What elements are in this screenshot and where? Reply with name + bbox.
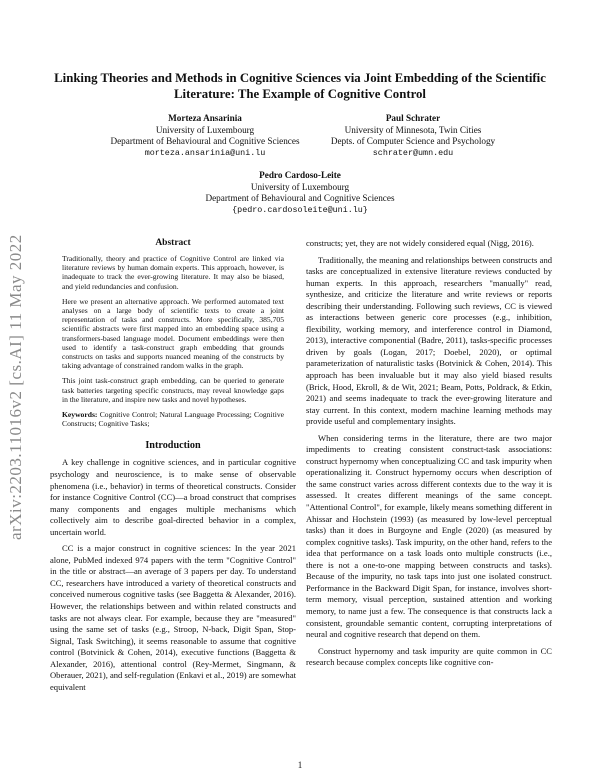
author-department: Department of Behavioural and Cognitive Sciences (205, 193, 395, 204)
author-name: Paul Schrater (385, 113, 441, 123)
author-affiliation: University of Luxembourg (155, 124, 255, 135)
body-paragraph: Traditionally, the meaning and relationships between constructs and tasks are conceptualized in extensive literature reviews conducted by human experts. In this approach, researchers "manually" read, synthesize, and criticize the literature and write reviews or reports describing their understanding. Following such reviews, CC is viewed as interactions between generic core processes (e.g., inhibition, flexibility, working memory, and interference control in Diamond, 2013), interactive componential (Badre, 2011), tasks-specific processes driven by goals (Logan, 2017; Doebel, 2020), or optimal parameterization of naturalistic tasks (Botvinick & Cohen, 2014). This approach has been invaluable but it may also yield biased results (Brick, Hood, Ekroll, & de Wit, 2021; Beam, Potts, Poldrack, & Etkin, 2021) and seems inadequate to track the ever-growing literature and stay current. In this context, modern machine learning methods may provide useful and complementary insights. (306, 254, 552, 427)
abstract-paragraph: This joint task-construct graph embedding, can be queried to generate task batteries targeting specific constructs, may reveal knowledge gaps in the literature, and inspire new tasks and novel hypotheses. (62, 376, 284, 404)
abstract-heading: Abstract (155, 238, 191, 248)
abstract-paragraph: Traditionally, theory and practice of Cognitive Control are linked via literature reviews by human domain experts. This approach, however, is inadequate to track the ever-growing literature. It may also be biased, and yield redundancies and confusion. (62, 254, 284, 291)
keywords (62, 410, 284, 428)
author-affiliation: University of Minnesota, Twin Cities (344, 124, 482, 135)
author-name: Morteza Ansarinia (168, 113, 242, 123)
author-affiliation: University of Luxembourg (250, 181, 350, 192)
body-paragraph: When considering terms in the literature, there are two major impediments to creating consistent construct-task associations: construct hypernomy when conceptualizing CC and task impurity when operationalizing it. Construct hypernomy occurs when description of the same construct varies across different contexts due to the way it is assessed. It creates different meanings of the same concept. "Attentional Control", for example, likely means something different in Ahissar and Hochstein (1993) (as measured by low-level perceptual tasks) than it does in Burgoyne and Engle (2020) (as measured by complex cognitive tasks). Task impurity, on the other hand, refers to the idea that performance on a task loads onto multiple constructs (i.e., there is not a one-to-one mapping between constructs and tasks). Because of the impurity, no task taps into just one isolated construct. Performance in the Backward Digit Span, for instance, involves short-term memory, visual perception, sustained attention and working memory, to name just a few. The consequence is that constructs lack a consistent, groundable semantic content, corrupting interpretations of neural and cognitive research that depend on them. (306, 432, 552, 640)
body-paragraph: CC is a major construct in cognitive sciences: In the year 2021 alone, PubMed indexed 974 papers with the term "Cognitive Control" in the title or abstract—an average of 3 papers per day. To understand CC, researchers have introduced a variety of theoretical constructs and conceived numerous cognitive tasks (see Baggetta & Alexander, 2016). However, the relationships between and within related constructs and tasks are not always clear. For example, because they are "measured" using the same set of tasks (e.g., Stroop, N-back, Digit Span, Stop-Signal, Task Switching), it seems reasonable to assume that cognitive control (Botvinick & Cohen, 2014), executive functions (Baggetta & Alexander, 2016), attentional control (Rey-Mermet, Singmann, & Oberauer, 2021), and self-regulation (Enkavi et al., 2019) are somewhat equivalent (50, 543, 296, 692)
author-email[interactable]: schrater@umn.edu (372, 147, 454, 158)
body-paragraph-continued: constructs; yet, they are not widely considered equal (Nigg, 2016). (306, 238, 534, 248)
author-name: Pedro Cardoso-Leite (259, 170, 341, 180)
abstract-paragraph: Here we present an alternative approach. We performed automated text analyses on a large body of scientific texts to create a joint representation of tasks and constructs. More specifically, 385,705 scientific abstracts were first mapped into an embedding space using a transformers-based language model. Document embeddings were then used to identify a task-construct graph embedding that grounds constructs on tasks and supports nuanced meaning of the constructs by taking advantage of constrained random walks in the graph. (62, 296, 284, 371)
paper-title: Linking Theories and Methods in Cognitive Sciences via Joint Embedding of the Scientific Literature: The Example of Cognitive Control (54, 71, 546, 101)
introduction-text-continued (306, 238, 552, 669)
page-number: 1 (297, 760, 303, 770)
arxiv-identifier[interactable]: arXiv:2203.11016v2 [cs.AI] 11 May 2022 (6, 234, 25, 540)
author-department: Department of Behavioural and Cognitive Sciences (110, 136, 300, 147)
author-block (318, 113, 508, 159)
body-paragraph: A key challenge in cognitive sciences, and in particular cognitive psychology and neuroscience, is to make sense of observable phenomena (i.e., behavior) in terms of theoretical constructs. Consider for instance Cognitive Control (CC)—a broad construct that comprises many components and engages multiple mechanisms which collectively aim to describe goal-directed behavior in a complex, uncertain world. (50, 457, 296, 537)
author-block (180, 170, 420, 216)
section-heading-introduction: Introduction (145, 440, 201, 452)
right-column (306, 238, 552, 669)
abstract (62, 254, 284, 428)
author-email[interactable]: morteza.ansarinia@uni.lu (144, 147, 266, 158)
author-email[interactable]: {pedro.cardosoleite@uni.lu} (232, 204, 368, 215)
introduction-text (50, 457, 296, 693)
keywords-label: Keywords: (62, 410, 98, 420)
author-department: Depts. of Computer Science and Psychology (330, 136, 496, 147)
keywords-text: Cognitive Control; Natural Language Processing; Cognitive Constructs; Cognitive Tasks; (62, 410, 284, 429)
body-paragraph: Construct hypernomy and task impurity are quite common in CC research because complex concepts like cognitive con- (306, 645, 552, 668)
author-block (110, 113, 300, 159)
left-column (50, 238, 296, 693)
